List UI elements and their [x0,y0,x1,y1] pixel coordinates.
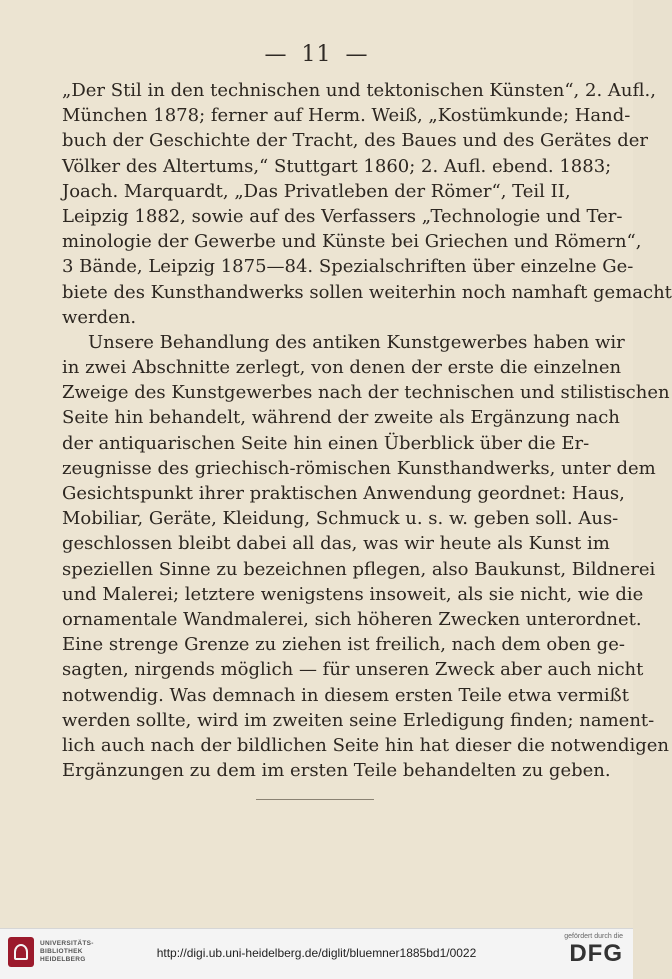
text-line: zeugnisse des griechisch-römischen Kunsthandwerks, unter dem [62,457,656,479]
text-line: werden sollte, wird im zweiten seine Erledigung finden; nament- [62,709,655,731]
text-line: München 1878; ferner auf Herm. Weiß, „Kostümkunde; Hand- [62,105,631,127]
text-line: minologie der Gewerbe und Künste bei Griechen und Römern“, [62,231,642,253]
text-line: Joach. Marquardt, „Das Privatleben der Römer“, Teil II, [62,180,571,202]
text-line: der antiquarischen Seite hin einen Überblick über die Er- [62,432,590,454]
text-line: „Der Stil in den technischen und tektonischen Künsten“, 2. Aufl., [62,80,656,101]
text-line: Gesichtspunkt ihrer praktischen Anwendung geordnet: Haus, [62,483,625,504]
page-number [0,42,633,67]
text-line: notwendig. Was demnach in diesem ersten Teile etwa vermißt [62,684,629,706]
text-line: geschlossen bleibt dabei all das, was wir heute als Kunst im [62,533,610,555]
text-line: Unsere Behandlung des antiken Kunstgewerbes haben wir [88,331,625,353]
text-line: biete des Kunsthandwerks sollen weiterhin noch namhaft gemacht [62,281,672,303]
page-number-dash-left: — [264,42,288,67]
text-line: speziellen Sinne zu bezeichnen pflegen, also Baukunst, Bildnerei [62,558,656,580]
text-line: Völker des Altertums,“ Stuttgart 1860; 2. Aufl. ebend. 1883; [62,155,612,177]
text-line: werden. [62,306,137,328]
dfg-wordmark: DFG [569,940,623,967]
page-number-value: 11 [301,42,332,67]
text-line: 3 Bände, Leipzig 1875—84. Spezialschriften über einzelne Ge- [62,256,634,278]
text-line: ornamentale Wandmalerei, sich höheren Zwecken unterordnet. [62,608,642,630]
logo-line-2: BIBLIOTHEK [40,948,83,955]
funded-by-label: gefördert durch die [564,933,623,940]
text-line: buch der Geschichte der Tracht, des Baues und des Gerätes der [62,130,649,152]
dfg-logo[interactable] [564,933,623,968]
text-line: sagten, nirgends möglich — für unseren Zweck aber auch nicht [62,659,644,681]
page-number-dash-right: — [345,42,369,67]
logo-line-3: HEIDELBERG [40,956,86,963]
text-line: Seite hin behandelt, während der zweite als Ergänzung nach [62,407,620,429]
text-line: und Malerei; letztere wenigstens insoweit, als sie nicht, wie die [62,583,644,605]
text-line: in zwei Abschnitte zerlegt, von denen der erste die einzelnen [62,357,622,379]
text-line: Eine strenge Grenze zu ziehen ist freilich, nach dem oben ge- [62,634,625,656]
text-line: Zweige des Kunstgewerbes nach der technischen und stilistischen [62,382,670,404]
end-rule [256,799,374,800]
logo-line-1: UNIVERSITÄTS- [40,940,94,947]
text-line: Ergänzungen zu dem im ersten Teile behandelten zu geben. [62,760,611,782]
permalink-url[interactable]: http://digi.ub.uni-heidelberg.de/diglit/bluemner1885bd1/0022 [156,946,477,960]
text-line: Leipzig 1882, sowie auf des Verfassers „Technologie und Ter- [62,205,623,227]
viewer-footer [0,928,633,979]
body-text [62,78,672,783]
text-line: Mobiliar, Geräte, Kleidung, Schmuck u. s. w. geben soll. Aus- [62,508,619,530]
text-line: lich auch nach der bildlichen Seite hin hat dieser die notwendigen [62,734,670,756]
